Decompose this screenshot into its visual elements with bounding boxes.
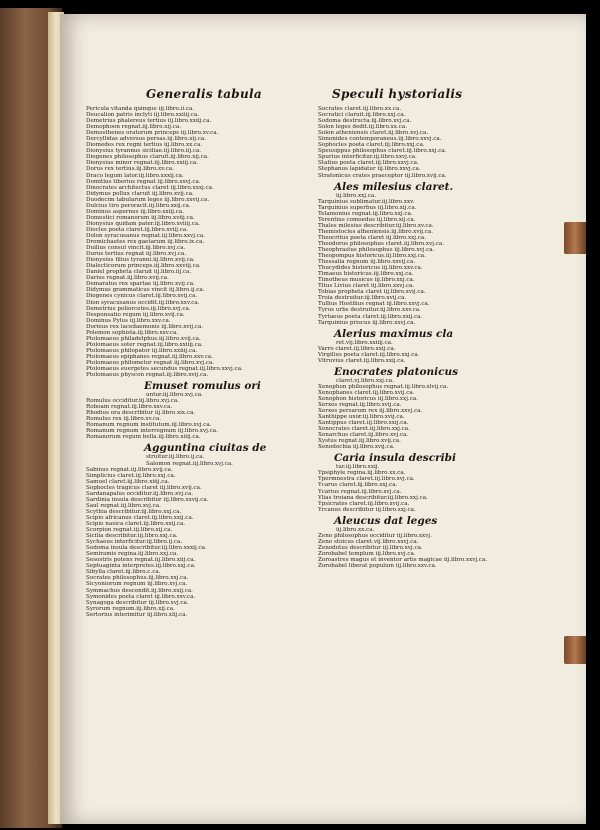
index-entry: Romulus rex iij.libro.xv.ca. xyxy=(86,416,162,423)
index-entry: Dercyllidas adversus persas.iij.libro.xij.ca. xyxy=(86,136,206,143)
index-entry: Ypsicrates claret.iij.libro.xvij.ca. xyxy=(318,500,410,507)
index-entry: Zoroastres magus et inventor artis magicae iij.libro.xxvj.ca. xyxy=(318,556,488,563)
index-entry: Simonides contemporaneus.iij.libro.xxvj.ca. xyxy=(318,136,442,143)
index-entry: Scipio africanus claret.iij.libro.xxij.ca. xyxy=(86,514,194,521)
index-entry: Romanorum regum bella.iij.libro.xiiij.ca. xyxy=(86,434,201,441)
index-entry: Scythia describitur.iij.libro.xxj.ca. xyxy=(86,508,182,515)
right-entries-2 xyxy=(318,205,530,326)
left-entries-3 xyxy=(86,467,296,618)
index-entry: Titus Livius claret iij.libro.xxvj.ca. xyxy=(318,283,415,290)
right-heading-5-sub: iij.libro.xx.ca. xyxy=(336,526,375,533)
right-heading-4: Caria insula describi xyxy=(334,452,456,465)
right-heading-1-sub: iij.libro.xxj.ca. xyxy=(336,192,377,199)
index-entry: Thales milesius describitur.iij.libro.xv.ca. xyxy=(318,222,434,229)
index-entry: Terentius comoedus iij.libro.xij.ca. xyxy=(318,216,416,223)
index-entry: Tarquinius superbus iij.libro.xij.ca. xyxy=(318,204,417,211)
right-entries-4 xyxy=(318,390,530,450)
left-heading-1-sub: untur.iij.libro.xvj.ca. xyxy=(146,392,203,399)
index-entry: Didymus pollux claruit iij.libro.xvij.ca. xyxy=(86,190,194,197)
index-entry: Ptolomaeus philopator iij.libro.xxiiij.ca. xyxy=(86,347,198,354)
index-entry: Duodecim tabularum leges iij.libro.xxvij.ca. xyxy=(86,196,210,203)
index-entry: Socratici claruit.iij.libro.xxj.ca. xyxy=(318,112,406,119)
index-entry: Stratonicus crates praeceptor iij.libro.xvij.ca. xyxy=(318,172,447,179)
left-entries-1 xyxy=(86,106,296,378)
right-entries-3 xyxy=(318,352,530,364)
right-heading-5-sub2: Zeno philosophus occiditur iij.libro.xxvj. xyxy=(318,532,432,539)
index-entry: Diomedes rex regni tertius iij.libro.xx.ca. xyxy=(86,142,203,149)
index-entry: Xenarchus claret.iij.libro.xvj.ca. xyxy=(318,432,409,439)
index-entry: Polemon sophista.iij.libro.xxv.ca. xyxy=(86,329,179,336)
index-entry: Sertorius interimitur iij.libro.xlij.ca. xyxy=(86,611,188,618)
index-entry: Xenophon historicus iij.libro.xxj.ca. xyxy=(318,395,418,402)
index-entry: Socrates philosophus.iij.libro.xxj.ca. xyxy=(86,575,189,582)
index-entry: Dominus Pylus iij.libro.xxv.ca. xyxy=(86,317,171,324)
index-entry: Zorobabel templum iij.libro.xvj.ca. xyxy=(318,550,416,557)
index-entry: Demosthenes oratorum princeps iij.libro.xv.ca. xyxy=(86,130,219,137)
index-entry: Symonides poeta claret iij.libro.xxv.ca. xyxy=(86,593,196,600)
index-entry: Dialecticorum princeps.iij.libro.xxviij.ca. xyxy=(86,263,201,270)
index-entry: Theocritus poeta claret iij.libro.xxj.ca. xyxy=(318,234,427,241)
index-entry: Diogenes philosophus claruit.iij.libro.xij.ca. xyxy=(86,154,209,161)
index-entry: Tullius Hostilius regnat iij.libro.xxvj.ca. xyxy=(318,301,430,308)
right-entries-1 xyxy=(318,106,530,179)
right-entries-5 xyxy=(318,476,530,512)
index-entry: Sychaeus interficitur.iij.libro.ij.ca. xyxy=(86,539,183,546)
right-heading-4-sub: tur.iij.libro.xxij. xyxy=(336,464,380,471)
left-heading-2-sub: struitur.iij.libro.ij.ca. xyxy=(146,454,205,461)
index-entry: Saul regnat.iij.libro.xvj.ca. xyxy=(86,502,161,509)
index-entry: Semiramis regina.iij.libro.xxj.ca. xyxy=(86,551,179,558)
index-entry: Ptolomaeus euergetes secundus regnat.iij.libro.xxvj.ca. xyxy=(86,366,243,373)
right-heading-1-sub2: Tarquinius sublimatur.iij.libro.xxv. xyxy=(318,198,415,205)
index-entry: Zorobabel liberat populum iij.libro.xxv.ca. xyxy=(318,563,437,569)
index-entry: Sardinia insula describitur iij.libro.xxvij.ca. xyxy=(86,496,209,503)
left-heading-2-sub2: Salomon regnat.iij.libro.xvj.ca. xyxy=(146,460,233,467)
index-entry: Xenophanes claret.iij.libro.xvij.ca. xyxy=(318,389,415,396)
index-entry: Virgilius poeta claret.iij.libro.xxj.ca. xyxy=(318,351,420,358)
index-entry: Sicyoniorum regnum iij.libro.xvj.ca. xyxy=(86,581,188,588)
index-entry: Scorpion regnat.iij.libro.xij.ca. xyxy=(86,527,173,534)
right-heading-5: Aleucus dat leges xyxy=(334,514,438,527)
index-entry: Scipio nasica claret.iij.libro.xxij.ca. xyxy=(86,521,186,527)
index-entry: Socrates claret.iij.libro.xx.ca. xyxy=(318,106,402,112)
index-entry: Xystus regnat.iij.libro.xvij.ca. xyxy=(318,438,401,445)
index-entry: Rhodius ora describitur iij.libro.xix.ca. xyxy=(86,410,196,417)
index-entry: Samuel claret.iij.libro.xiiij.ca. xyxy=(86,478,170,485)
index-entry: Vitruvius claret.iij.libro.xxij.ca. xyxy=(318,357,406,364)
index-entry: Sabinus regnat.iij.libro.xvij.ca. xyxy=(86,466,173,473)
index-entry: Daniel propheta claruit iij.libro.iij.ca. xyxy=(86,269,192,276)
index-entry: Thucydides historicus iij.libro.xxv.ca. xyxy=(318,265,423,272)
index-entry: Dominus aspernus iij.libro.xxiij.ca. xyxy=(86,208,185,215)
index-entry: Demetrius poliorcetes.iij.libro.xvj.ca. xyxy=(86,305,191,312)
leather-clasp-bottom xyxy=(564,636,586,664)
index-entry: Troia destruitur.iij.libro.xvij.ca. xyxy=(318,295,407,302)
index-entry: Dionysius filius tyranni.iij.libro.xvij.ca. xyxy=(86,257,195,264)
index-entry: Timaeus historicus.iij.libro.xxj.ca. xyxy=(318,271,414,278)
index-entry: Sodoma insula describitur.iij.libro.xxxij.ca. xyxy=(86,545,207,552)
index-entry: Pericula vitanda quinque iij.libro.ii.ca. xyxy=(86,106,195,112)
right-title: Speculi hystorialis xyxy=(332,87,463,101)
index-entry: Roboam regnat.iij.libro.xxv.ca. xyxy=(86,404,173,411)
index-entry: Dromichaetes rex gaetarum iij.libro.ix.ca. xyxy=(86,239,205,246)
index-entry: Solon leges dedit.iij.libro.xx.ca. xyxy=(318,124,407,131)
left-heading-2: Agguntina ciuitas de xyxy=(144,442,267,455)
index-entry: Demetrius phalereus tertius iij.libro.xxiij.ca. xyxy=(86,118,212,125)
index-entry: Septuaginta interpretes.iij.libro.xxj.ca. xyxy=(86,563,196,570)
index-entry: Deucalion patris inclyti iij.libro.xxiiij.ca. xyxy=(86,112,200,119)
index-entry: Dionysius tyrannus siciliae.iij.libro.iij.ca. xyxy=(86,148,202,155)
index-entry: Ptolomaeus physcon regnat.iij.libro.xvij.ca. xyxy=(86,372,209,379)
left-column xyxy=(86,86,296,618)
right-heading-2-sub2: Varro claret.iij.libro.xxij.ca. xyxy=(318,345,396,352)
index-entry: Ptolomaeus soter regnat.iij.libro.xxiiij.ca. xyxy=(86,341,203,348)
index-entry: Symmachus descendit.iij.libro.xxij.ca. xyxy=(86,587,193,594)
index-entry: Ylias troiana describitur.iij.libro.xxj.ca. xyxy=(318,494,428,501)
right-heading-4-sub2: Ypsiphyle regina.iij.libro.xx.ca. xyxy=(318,470,406,477)
index-entry: Dionysius quidam pater.iij.libro.xviiij.ca. xyxy=(86,220,201,227)
right-heading-1: Ales milesius claret. xyxy=(334,180,454,193)
index-entry: Yrcanus describitur iij.libro.xxj.ca. xyxy=(318,506,416,513)
index-entry: Domitius tiberius regnat iij.libro.xxvj.ca. xyxy=(86,178,201,185)
left-title: Generalis tabula xyxy=(146,87,262,101)
right-entries-6 xyxy=(318,539,530,569)
index-entry: Dulcius tiro peroracit.iij.libro.xxij.ca. xyxy=(86,202,191,209)
index-entry: Ypermnestra claret.iij.libro.xvj.ca. xyxy=(318,476,415,483)
index-entry: Syrorum regnum.iij.libro.xij.ca. xyxy=(86,605,175,612)
index-entry: Draco legum lator.iij.libro.xxxij.ca. xyxy=(86,172,184,179)
index-entry: Stephanus lapidatur iij.libro.xxvj.ca. xyxy=(318,166,421,173)
index-entry: Tyrus urbs destruitur.iij.libro.xxv.ca. xyxy=(318,307,421,314)
right-heading-3-sub2: Xenophon philosophus regnat.iij.libro.xlvij.ca. xyxy=(318,383,449,390)
index-entry: Demophoon regnat.iij.libro.xij.ca. xyxy=(86,124,181,131)
index-entry: Romanum regnum institutum.iij.libro.xvj.ca. xyxy=(86,422,212,429)
index-entry: Dorieus rex lacedaemonis iij.libro.xvij.ca. xyxy=(86,323,204,330)
index-entry: Spurius interficitur.iij.libro.xxvj.ca. xyxy=(318,154,417,161)
index-entry: Sibylla claret.iij.libro.c.ca. xyxy=(86,569,161,576)
left-heading-1: Emuset romulus ori xyxy=(144,380,261,393)
index-entry: Statius poeta claret.iij.libro.xxvj.ca. xyxy=(318,160,419,167)
index-entry: Romulus occiditur.iij.libro.xvj.ca. xyxy=(86,398,180,405)
index-entry: Dorus rex tertius.iij.libro.xv.ca. xyxy=(86,166,174,173)
index-entry: Xantippus claret.iij.libro.xxij.ca. xyxy=(318,420,409,427)
index-entry: Sophocles tragicus claret iij.libro.xvij.ca. xyxy=(86,484,202,491)
index-entry: Synagoga describitur iij.libro.xvj.ca. xyxy=(86,599,189,606)
index-entry: Ptolomaeus philometor regnat iij.libro.xvj.ca. xyxy=(86,359,215,366)
right-heading-2: Alerius maximus cla xyxy=(334,327,454,340)
index-entry: Sesostris potens regnat.iij.libro.xiij.ca. xyxy=(86,557,196,564)
index-entry: Tarquinius priscus iij.libro.xxvj.ca. xyxy=(318,319,416,326)
index-entry: Theophrastus philosophus iij.libro.xvj.ca. xyxy=(318,246,435,253)
index-entry: Durus tertius regnat iij.libro.xvj.ca. xyxy=(86,251,187,258)
right-heading-3: Enocrates platonicus xyxy=(334,365,459,378)
index-entry: Thessalia regnum iij.libro.xxvij.ca. xyxy=(318,259,416,266)
index-entry: Diocles poeta claret.iij.libro.xviij.ca. xyxy=(86,226,189,233)
index-entry: Domestici romanorum iij.libro.xviij.ca. xyxy=(86,214,195,221)
index-entry: Desponsatio regum iij.libro.xvij.ca. xyxy=(86,311,185,318)
index-entry: Zeno stoicus claret.vij.libro.xxvj.ca. xyxy=(318,538,419,545)
index-entry: Ycarus claret.iij.libro.xxj.ca. xyxy=(318,482,398,489)
index-entry: Solon atheniensis claret.iij.libro.xvj.ca. xyxy=(318,130,429,137)
index-entry: Tyrtaeus poeta claret.iij.libro.xxij.ca. xyxy=(318,313,423,320)
index-entry: Tobias propheta claret iij.libro.xvij.ca. xyxy=(318,289,426,296)
index-entry: Darius regnat.iij.libro.xvij.ca. xyxy=(86,275,169,282)
index-entry: Xanthippe uxor.iij.libro.xvij.ca. xyxy=(318,414,405,421)
index-entry: Telamonius regnat.iij.libro.xxj.ca. xyxy=(318,210,413,217)
index-entry: Sophocles poeta claret.iij.libro.xxj.ca. xyxy=(318,142,425,149)
index-entry: Duilius consul vincit.iij.libro.xvj.ca. xyxy=(86,245,186,252)
index-entry: Sicilia describitur.iij.libro.xxj.ca. xyxy=(86,533,178,540)
index-entry: Simplicius claret.iij.libro.xxj.ca. xyxy=(86,472,176,479)
index-entry: Romanum regnum interregnum iij.libro.xvj.ca. xyxy=(86,428,218,435)
index-entry: Ptolomaeus philadelphus.iij.libro.xvij.ca. xyxy=(86,335,201,342)
index-entry: Speusippus philosophus claret.iij.libro.xxj.ca. xyxy=(318,148,447,155)
index-entry: Ptolomaeus epiphanes regnat.iij.libro.xxv.ca. xyxy=(86,353,213,360)
index-entry: Xenodochia iij.libro.xvij.ca. xyxy=(318,444,395,451)
index-entry: Dinocrates architectus claret iij.libro.xxxj.ca. xyxy=(86,184,214,191)
index-entry: Xerxes regnat.iij.libro.xvij.ca. xyxy=(318,401,402,408)
index-entry: Didymus grammaticus vincit iij.libro.ij.ca. xyxy=(86,287,205,294)
right-heading-2-sub: ret.vij.libro.xxiiij.ca. xyxy=(336,339,393,346)
index-entry: Sodoma destructa.iij.libro.xvj.ca. xyxy=(318,118,412,125)
index-entry: Dion syracusanus occidit.iij.libro.xxv.ca. xyxy=(86,299,200,306)
leather-clasp-top xyxy=(564,222,586,254)
index-entry: Sardanapalus occiditur.iij.libro.xvj.ca. xyxy=(86,490,194,497)
right-column xyxy=(318,86,530,569)
index-entry: Dolon syracusanus regnat.iij.libro.xxvj.ca. xyxy=(86,232,205,239)
index-entry: Themistocles atheniensis.iij.libro.xvij.ca. xyxy=(318,228,434,235)
index-entry: Demaratus rex spartae iij.libro.xvij.ca. xyxy=(86,281,195,288)
index-entry: Timotheus musicus iij.libro.xxj.ca. xyxy=(318,277,415,284)
left-entries-2 xyxy=(86,398,296,440)
index-entry: Ycarius regnat.iij.libro.xvj.ca. xyxy=(318,488,402,495)
index-entry: Dionysius minor regnat.iij.libro.xxiij.ca. xyxy=(86,160,198,167)
index-entry: Theodorus philosophus claret.iij.libro.xvj.ca. xyxy=(318,240,444,247)
index-entry: Diogenes cynicus claret.iij.libro.xvij.ca. xyxy=(86,293,198,300)
index-entry: Zenodotus describitur iij.libro.xvj.ca. xyxy=(318,544,423,551)
index-entry: Xenocrates claret.iij.libro.xxj.ca. xyxy=(318,426,410,433)
index-entry: Xerxes persarum rex iij.libro.xxvj.ca. xyxy=(318,408,423,415)
index-entry: Theopompus historicus.iij.libro.xxj.ca. xyxy=(318,253,426,260)
right-heading-3-sub: claret.vj.libro.xxj.ca. xyxy=(336,377,394,384)
